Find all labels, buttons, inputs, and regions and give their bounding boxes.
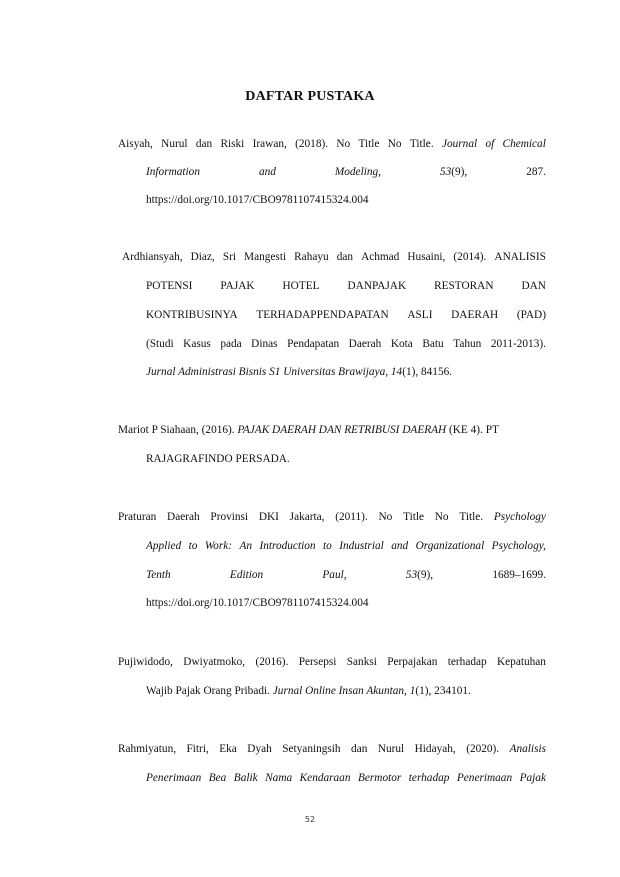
doi-link[interactable]: https://doi.org/10.1017/CBO9781107415324.004	[146, 597, 369, 609]
title-word: terhadap	[408, 772, 450, 784]
word: Provinsi	[210, 511, 249, 523]
title-word: Nama	[265, 772, 293, 784]
word: POTENSI	[146, 280, 193, 292]
word: Nurul	[377, 743, 405, 755]
word: Aisyah,	[118, 138, 153, 150]
word: Ardhiansyah,	[122, 251, 183, 263]
page-title: DAFTAR PUSTAKA	[245, 89, 375, 104]
word: PAJAK	[220, 280, 255, 292]
reference-line	[146, 366, 452, 378]
journal-word: Organizational	[415, 540, 485, 552]
word: Hidayah,	[414, 743, 456, 755]
word: ANALISIS	[494, 251, 546, 263]
word: Jakarta,	[289, 511, 325, 523]
journal-word: Information	[146, 166, 200, 178]
word: 2011-2013).	[490, 338, 546, 350]
journal-word: An	[239, 540, 253, 552]
word: Title	[403, 511, 425, 523]
word: Tahun	[453, 338, 482, 350]
volume: , 1	[404, 685, 416, 697]
word: dan	[195, 138, 213, 150]
title-word: Balik	[233, 772, 258, 784]
volume-issue	[440, 166, 467, 178]
authors: Mariot P Siahaan, (2016).	[118, 424, 238, 436]
word: Rahayu	[294, 251, 329, 263]
word: Persepsi	[298, 656, 337, 668]
word: terhadap	[447, 656, 487, 668]
journal-word: Industrial	[339, 540, 384, 552]
word: (Studi	[146, 338, 174, 350]
word: Nurul	[161, 138, 188, 150]
volume: , 14	[385, 366, 403, 378]
reference-line	[146, 569, 546, 581]
journal-word: of	[485, 138, 495, 150]
publisher: RAJAGRAFINDO PERSADA.	[146, 453, 290, 465]
title-word: Analisis	[509, 743, 546, 755]
journal-name: Jurnal Administrasi Bisnis S1 Universitas Brawijaya	[146, 366, 386, 378]
issue-pages: (1), 234101.	[415, 685, 471, 697]
book-title: PAJAK DAERAH DAN RETRIBUSI DAERAH	[237, 424, 447, 436]
journal-word: Journal	[441, 138, 478, 150]
reference-line	[118, 656, 546, 668]
title-word: Kendaraan	[299, 772, 351, 784]
reference-line	[146, 540, 546, 552]
journal-word: Introduction	[259, 540, 316, 552]
word: Title.	[459, 511, 484, 523]
word: pada	[220, 338, 242, 350]
volume: 53	[439, 166, 452, 178]
word: (2016).	[255, 656, 289, 668]
word: Irawan,	[252, 138, 287, 150]
reference-line	[146, 309, 546, 321]
word: No	[387, 138, 402, 150]
journal-name: Jurnal Online Insan Akuntan	[272, 685, 405, 697]
reference-line	[118, 511, 546, 523]
journal-word: Modeling,	[334, 166, 381, 178]
word: Perpajakan	[387, 656, 438, 668]
word: Sanksi	[346, 656, 377, 668]
title-word: Penerimaan	[146, 772, 202, 784]
word: Title.	[409, 138, 434, 150]
edition: (KE 4). PT	[446, 424, 499, 436]
title-word: Pajak	[519, 772, 546, 784]
journal-word: Applied	[146, 540, 182, 552]
title-word: Bea	[208, 772, 227, 784]
journal-word: to	[188, 540, 198, 552]
doi-link[interactable]: https://doi.org/10.1017/CBO9781107415324.004	[146, 194, 369, 206]
word: Daerah	[348, 338, 382, 350]
journal-word: Tenth	[146, 569, 171, 581]
journal-word: and	[258, 166, 276, 178]
word: (2011).	[335, 511, 368, 523]
word: Diaz,	[190, 251, 215, 263]
article-title: Wajib Pajak Orang Pribadi.	[146, 685, 273, 697]
word: DANPAJAK	[347, 280, 407, 292]
reference-line	[146, 280, 546, 292]
issue: (9),	[417, 569, 434, 581]
title-word: Penerimaan	[456, 772, 513, 784]
title-word: Bermotor	[357, 772, 402, 784]
word: Eka	[219, 743, 237, 755]
word: RESTORAN	[434, 280, 494, 292]
word: Dwiyatmoko,	[183, 656, 246, 668]
word: KONTRIBUSINYA	[146, 309, 238, 321]
pages: 1689–1699.	[492, 569, 546, 581]
word: Riski	[220, 138, 245, 150]
reference-line	[122, 251, 546, 263]
word: dan	[351, 743, 368, 755]
word: DAERAH	[451, 309, 499, 321]
page-number: 52	[304, 815, 316, 824]
word: (PAD)	[516, 309, 546, 321]
word: Dyah	[247, 743, 272, 755]
word: TERHADAPPENDAPATAN	[256, 309, 389, 321]
word: Daerah	[167, 511, 200, 523]
reference-line	[146, 166, 546, 178]
volume: 53	[405, 569, 418, 581]
word: Batu	[422, 338, 444, 350]
word: Kota	[390, 338, 413, 350]
reference-line	[118, 743, 546, 755]
reference-line	[146, 685, 471, 697]
word: Kepatuhan	[497, 656, 546, 668]
word: HOTEL	[282, 280, 320, 292]
word: DAN	[521, 280, 546, 292]
volume-issue	[406, 569, 433, 581]
journal-word: Psychology	[493, 511, 546, 523]
word: ASLI	[407, 309, 433, 321]
journal-word: Chemical	[502, 138, 546, 150]
word: Achmad	[361, 251, 400, 263]
reference-line	[118, 424, 499, 436]
reference-line	[146, 338, 546, 350]
word: Pujiwidodo,	[118, 656, 173, 668]
word: Rahmiyatun,	[118, 743, 177, 755]
word: Title	[358, 138, 380, 150]
reference-line	[146, 772, 546, 784]
word: No	[336, 138, 351, 150]
journal-word: and	[391, 540, 409, 552]
word: DKI	[258, 511, 279, 523]
reference-line	[118, 138, 546, 150]
journal-word: Work:	[204, 540, 233, 552]
word: Pendapatan	[287, 338, 340, 350]
word: Husaini,	[407, 251, 446, 263]
word: Fitri,	[186, 743, 209, 755]
word: Sri	[222, 251, 236, 263]
issue-pages: (1), 84156.	[402, 366, 453, 378]
pages: 287.	[526, 166, 546, 178]
word: No	[378, 511, 393, 523]
journal-word: Paul,	[322, 569, 347, 581]
journal-word: Psychology,	[491, 540, 546, 552]
word: (2020).	[466, 743, 500, 755]
word: Mangesti	[244, 251, 287, 263]
word: Dinas	[251, 338, 278, 350]
word: (2018).	[295, 138, 329, 150]
word: No	[434, 511, 449, 523]
word: (2014).	[453, 251, 487, 263]
word: Kasus	[183, 338, 211, 350]
issue: (9),	[451, 166, 468, 178]
word: Setyaningsih	[282, 743, 341, 755]
word: Praturan	[118, 511, 157, 523]
word: dan	[336, 251, 354, 263]
journal-word: Edition	[229, 569, 264, 581]
journal-word: to	[322, 540, 332, 552]
